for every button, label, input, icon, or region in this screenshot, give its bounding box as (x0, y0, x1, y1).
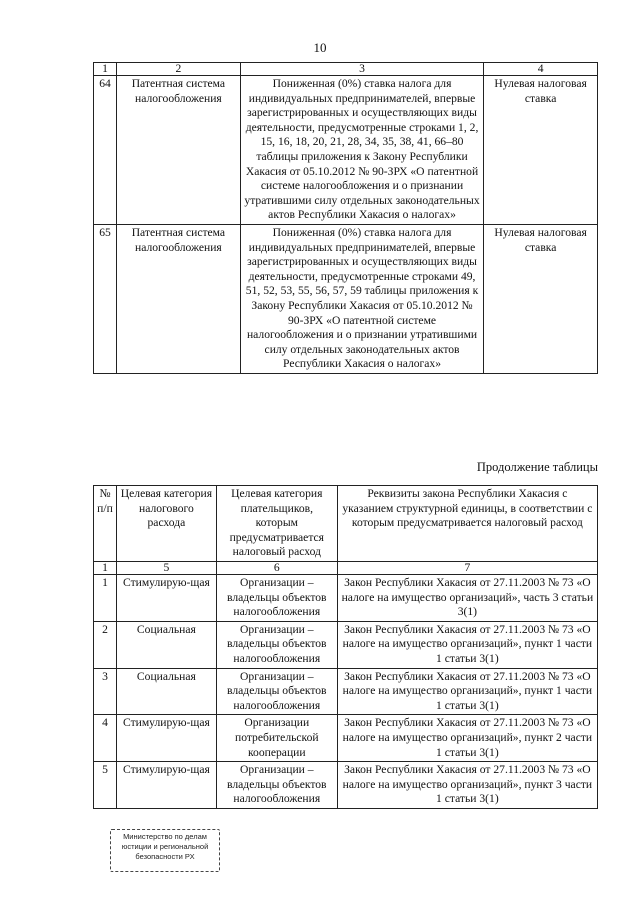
expenditure-category: Стимулирую-щая (116, 574, 216, 621)
table-row (94, 668, 598, 715)
table-row (94, 762, 598, 809)
payer-category: Организации – владельцы объектов налогообложения (216, 668, 337, 715)
expenditure-category: Стимулирую-щая (116, 715, 216, 762)
payer-category: Организации – владельцы объектов налогообложения (216, 762, 337, 809)
row-number: 1 (94, 574, 117, 621)
row-number: 3 (94, 668, 117, 715)
header-row (94, 486, 598, 562)
tax-expenditure-table-part2 (93, 485, 598, 809)
row-number: 65 (94, 224, 117, 373)
payer-category: Организации – владельцы объектов налогообложения (216, 574, 337, 621)
table-row (94, 715, 598, 762)
ministry-stamp (110, 829, 220, 872)
row-number: 4 (94, 715, 117, 762)
table-row (94, 621, 598, 668)
benefit-rate: Нулевая налоговая ставка (484, 76, 598, 225)
law-reference: Закон Республики Хакасия от 27.11.2003 № 73 «О налоге на имущество организаций», пункт 1 части 1 статьи 3(1) (337, 668, 597, 715)
table-row (94, 224, 598, 373)
law-reference: Закон Республики Хакасия от 27.11.2003 № 73 «О налоге на имущество организаций», пункт 2 части 1 статьи 3(1) (337, 715, 597, 762)
row-number: 2 (94, 621, 117, 668)
tax-regime: Патентная система налогообложения (116, 76, 240, 225)
column-number: 7 (337, 561, 597, 574)
column-number: 1 (94, 561, 117, 574)
expenditure-category: Социальная (116, 668, 216, 715)
header-payers: Целевая категория плательщиков, которым предусматривается налоговый расход (216, 486, 337, 562)
stamp-line: юстиции и региональной (121, 842, 209, 851)
column-number: 3 (240, 63, 483, 76)
column-number: 1 (94, 63, 117, 76)
law-reference: Закон Республики Хакасия от 27.11.2003 № 73 «О налоге на имущество организаций», пункт 3 части 1 статьи 3(1) (337, 762, 597, 809)
column-number-row (94, 63, 598, 76)
row-number: 64 (94, 76, 117, 225)
expenditure-category: Социальная (116, 621, 216, 668)
benefit-description: Пониженная (0%) ставка налога для индивидуальных предпринимателей, впервые зарегистрированных и осуществляющих виды деятельности, предусмотренные строками 49, 51, 52, 53, 55, 56, 57, 59 таблицы приложения к Закону Республики Хакасия от 05.10.2012 № 90-ЗРХ «О патентной системе налогообложения и о признании утратившими силу отдельных законодательных актов Республики Хакасия о налогах» (240, 224, 483, 373)
table-continuation-label: Продолжение таблицы (476, 460, 598, 474)
column-number: 2 (116, 63, 240, 76)
payer-category: Организации – владельцы объектов налогообложения (216, 621, 337, 668)
page-number: 10 (313, 40, 327, 55)
tax-regime: Патентная система налогообложения (116, 224, 240, 373)
law-reference: Закон Республики Хакасия от 27.11.2003 № 73 «О налоге на имущество организаций», пункт 1 части 1 статьи 3(1) (337, 621, 597, 668)
column-number: 4 (484, 63, 598, 76)
benefit-description: Пониженная (0%) ставка налога для индивидуальных предпринимателей, впервые зарегистрированных и осуществляющих виды деятельности, предусмотренные строками 1, 2, 15, 16, 18, 20, 21, 28, 34, 35, 38, 41, 66–80 таблицы приложения к Закону Республики Хакасия от 05.10.2012 № 90-ЗРХ «О патентной системе налогообложения и о признании утратившими силу отдельных законодательных актов Республики Хакасия о налогах» (240, 76, 483, 225)
tax-expenditure-table-part1 (93, 62, 598, 374)
header-category: Целевая категория налогового расхода (116, 486, 216, 562)
column-number-row (94, 561, 598, 574)
column-number: 5 (116, 561, 216, 574)
expenditure-category: Стимулирую-щая (116, 762, 216, 809)
table-row (94, 76, 598, 225)
law-reference: Закон Республики Хакасия от 27.11.2003 № 73 «О налоге на имущество организаций», часть 3 статьи 3(1) (337, 574, 597, 621)
row-number: 5 (94, 762, 117, 809)
payer-category: Организации потребительской кооперации (216, 715, 337, 762)
stamp-line: безопасности РХ (135, 852, 195, 861)
benefit-rate: Нулевая налоговая ставка (484, 224, 598, 373)
header-law: Реквизиты закона Республики Хакасия с указанием структурной единицы, в соответствии с которым предусматривается налоговый расход (337, 486, 597, 562)
stamp-line: Министерство по делам (123, 832, 207, 841)
header-number: № п/п (94, 486, 117, 562)
table-row (94, 574, 598, 621)
column-number: 6 (216, 561, 337, 574)
